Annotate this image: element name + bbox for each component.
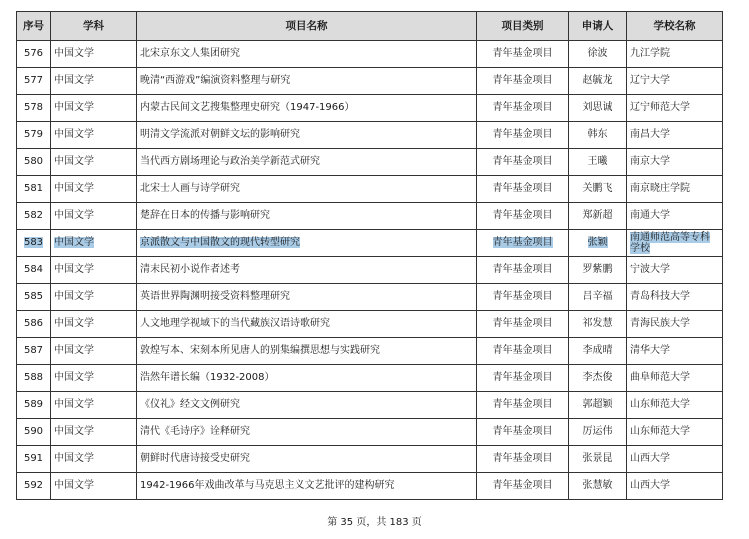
cell-applicant-text: 徐波 bbox=[587, 48, 608, 59]
cell-category bbox=[477, 392, 569, 419]
cell-title-text: 北宋京东文人集团研究 bbox=[140, 48, 240, 59]
cell-subject-text: 中国文学 bbox=[54, 210, 94, 221]
cell-subject-text: 中国文学 bbox=[54, 291, 94, 302]
cell-title bbox=[137, 41, 477, 68]
cell-applicant bbox=[569, 95, 627, 122]
cell-category-text: 青年基金项目 bbox=[492, 156, 553, 167]
cell-applicant-text: 张慧敏 bbox=[582, 480, 613, 491]
cell-subject-text: 中国文学 bbox=[54, 318, 94, 329]
cell-applicant bbox=[569, 392, 627, 419]
header-title: 项目名称 bbox=[137, 12, 477, 41]
cell-subject-text: 中国文学 bbox=[54, 426, 94, 437]
cell-subject-text: 中国文学 bbox=[54, 345, 94, 356]
cell-school-text: 九江学院 bbox=[630, 48, 670, 59]
cell-subject-text: 中国文学 bbox=[54, 372, 94, 383]
table-row bbox=[17, 122, 723, 149]
cell-category bbox=[477, 122, 569, 149]
cell-category-text: 青年基金项目 bbox=[492, 399, 553, 410]
cell-no bbox=[17, 284, 51, 311]
cell-title bbox=[137, 392, 477, 419]
table-row bbox=[17, 203, 723, 230]
cell-no-text: 576 bbox=[23, 48, 44, 59]
cell-category bbox=[477, 446, 569, 473]
cell-subject-text: 中国文学 bbox=[54, 264, 94, 275]
cell-applicant-text: 祁发慧 bbox=[582, 318, 613, 329]
cell-no-text: 582 bbox=[23, 210, 44, 221]
cell-no-text: 577 bbox=[23, 75, 44, 86]
cell-title bbox=[137, 149, 477, 176]
cell-title-text: 京派散文与中国散文的现代转型研究 bbox=[140, 237, 300, 248]
cell-school bbox=[627, 419, 723, 446]
cell-applicant bbox=[569, 473, 627, 500]
cell-category bbox=[477, 176, 569, 203]
cell-no bbox=[17, 419, 51, 446]
cell-school-text: 清华大学 bbox=[630, 345, 670, 356]
cell-category bbox=[477, 419, 569, 446]
cell-school bbox=[627, 203, 723, 230]
cell-school bbox=[627, 284, 723, 311]
cell-category bbox=[477, 338, 569, 365]
cell-no bbox=[17, 230, 51, 257]
cell-title-text: 北宋士人画与诗学研究 bbox=[140, 183, 240, 194]
cell-category bbox=[477, 41, 569, 68]
cell-applicant-text: 刘思诚 bbox=[582, 102, 613, 113]
cell-category-text: 青年基金项目 bbox=[492, 480, 553, 491]
cell-title bbox=[137, 419, 477, 446]
table-row bbox=[17, 68, 723, 95]
cell-title-text: 清代《毛诗序》诠释研究 bbox=[140, 426, 250, 437]
cell-applicant-text: 郑新超 bbox=[582, 210, 613, 221]
cell-title bbox=[137, 446, 477, 473]
cell-category-text: 青年基金项目 bbox=[492, 453, 553, 464]
cell-school-text: 山东师范大学 bbox=[630, 426, 690, 437]
cell-category-text: 青年基金项目 bbox=[492, 291, 553, 302]
header-school: 学校名称 bbox=[627, 12, 723, 41]
header-applicant: 申请人 bbox=[569, 12, 627, 41]
cell-applicant bbox=[569, 149, 627, 176]
cell-category-text: 青年基金项目 bbox=[492, 237, 553, 248]
cell-school bbox=[627, 149, 723, 176]
cell-school-text: 曲阜师范大学 bbox=[630, 372, 690, 383]
cell-no bbox=[17, 473, 51, 500]
cell-subject bbox=[51, 41, 137, 68]
cell-no-text: 592 bbox=[23, 480, 44, 491]
cell-title-text: 当代西方剧场理论与政治美学新范式研究 bbox=[140, 156, 320, 167]
cell-no-text: 579 bbox=[23, 129, 44, 140]
cell-applicant-text: 吕辛福 bbox=[582, 291, 613, 302]
cell-category-text: 青年基金项目 bbox=[492, 426, 553, 437]
table-header-row bbox=[17, 12, 723, 41]
cell-subject bbox=[51, 176, 137, 203]
cell-applicant bbox=[569, 446, 627, 473]
cell-title bbox=[137, 338, 477, 365]
table-row bbox=[17, 338, 723, 365]
cell-school-text: 青海民族大学 bbox=[630, 318, 690, 329]
cell-category bbox=[477, 257, 569, 284]
cell-no-text: 591 bbox=[23, 453, 44, 464]
table-row bbox=[17, 392, 723, 419]
cell-school-text: 南通大学 bbox=[630, 210, 670, 221]
cell-applicant-text: 罗紫鹏 bbox=[582, 264, 613, 275]
cell-applicant bbox=[569, 365, 627, 392]
cell-title bbox=[137, 257, 477, 284]
cell-subject bbox=[51, 95, 137, 122]
cell-no bbox=[17, 257, 51, 284]
cell-title-text: 人文地理学视域下的当代藏族汉语诗歌研究 bbox=[140, 318, 330, 329]
cell-no-text: 584 bbox=[23, 264, 44, 275]
cell-title bbox=[137, 122, 477, 149]
cell-subject bbox=[51, 257, 137, 284]
cell-title bbox=[137, 176, 477, 203]
cell-subject bbox=[51, 122, 137, 149]
cell-title-text: 英语世界陶渊明接受资料整理研究 bbox=[140, 291, 290, 302]
cell-category bbox=[477, 473, 569, 500]
cell-category-text: 青年基金项目 bbox=[492, 372, 553, 383]
cell-category-text: 青年基金项目 bbox=[492, 75, 553, 86]
header-subject: 学科 bbox=[51, 12, 137, 41]
table-row bbox=[17, 473, 723, 500]
cell-applicant-text: 关鹏飞 bbox=[582, 183, 613, 194]
cell-school-text: 宁波大学 bbox=[630, 264, 670, 275]
cell-applicant bbox=[569, 338, 627, 365]
cell-title bbox=[137, 365, 477, 392]
cell-applicant bbox=[569, 122, 627, 149]
cell-school-text: 青岛科技大学 bbox=[630, 291, 690, 302]
table-row bbox=[17, 95, 723, 122]
cell-applicant-text: 赵毓龙 bbox=[582, 75, 613, 86]
cell-title-text: 楚辞在日本的传播与影响研究 bbox=[140, 210, 270, 221]
cell-applicant-text: 厉运伟 bbox=[582, 426, 613, 437]
table-row bbox=[17, 365, 723, 392]
cell-subject bbox=[51, 203, 137, 230]
cell-applicant bbox=[569, 230, 627, 257]
cell-category bbox=[477, 365, 569, 392]
cell-subject bbox=[51, 68, 137, 95]
cell-title-text: 晚清“西游戏”编演资料整理与研究 bbox=[140, 75, 291, 86]
cell-title-text: 敦煌写本、宋刻本所见唐人的别集编撰思想与实践研究 bbox=[140, 345, 380, 356]
cell-subject bbox=[51, 338, 137, 365]
cell-school bbox=[627, 311, 723, 338]
cell-school bbox=[627, 122, 723, 149]
cell-applicant-text: 张景昆 bbox=[582, 453, 613, 464]
cell-subject-text: 中国文学 bbox=[54, 156, 94, 167]
cell-school-text: 山西大学 bbox=[630, 480, 670, 491]
cell-no-text: 590 bbox=[23, 426, 44, 437]
cell-applicant-text: 张颖 bbox=[587, 237, 608, 248]
table-row bbox=[17, 41, 723, 68]
cell-title-text: 朝鲜时代唐诗接受史研究 bbox=[140, 453, 250, 464]
cell-no-text: 588 bbox=[23, 372, 44, 383]
cell-category-text: 青年基金项目 bbox=[492, 102, 553, 113]
table-row bbox=[17, 311, 723, 338]
cell-title-text: 《仪礼》经文文例研究 bbox=[140, 399, 240, 410]
cell-title-text: 清末民初小说作者述考 bbox=[140, 264, 240, 275]
cell-applicant bbox=[569, 41, 627, 68]
cell-title bbox=[137, 230, 477, 257]
cell-subject-text: 中国文学 bbox=[54, 453, 94, 464]
project-table bbox=[16, 11, 723, 500]
cell-school bbox=[627, 446, 723, 473]
cell-subject bbox=[51, 149, 137, 176]
cell-applicant-text: 郭超颖 bbox=[582, 399, 613, 410]
table-row bbox=[17, 284, 723, 311]
cell-category-text: 青年基金项目 bbox=[492, 345, 553, 356]
cell-title bbox=[137, 473, 477, 500]
cell-school bbox=[627, 41, 723, 68]
cell-subject-text: 中国文学 bbox=[54, 102, 94, 113]
cell-no bbox=[17, 203, 51, 230]
cell-applicant-text: 王曦 bbox=[587, 156, 608, 167]
cell-subject bbox=[51, 473, 137, 500]
cell-subject-text: 中国文学 bbox=[54, 399, 94, 410]
cell-applicant bbox=[569, 419, 627, 446]
table-row bbox=[17, 446, 723, 473]
cell-no bbox=[17, 446, 51, 473]
cell-applicant-text: 李杰俊 bbox=[582, 372, 613, 383]
cell-subject bbox=[51, 311, 137, 338]
cell-subject-text: 中国文学 bbox=[54, 237, 94, 248]
cell-no bbox=[17, 122, 51, 149]
cell-no-text: 585 bbox=[23, 291, 44, 302]
cell-category bbox=[477, 230, 569, 257]
cell-no bbox=[17, 41, 51, 68]
cell-title-text: 内蒙古民间文艺搜集整理史研究（1947-1966） bbox=[140, 102, 355, 113]
cell-applicant bbox=[569, 257, 627, 284]
cell-no-text: 587 bbox=[23, 345, 44, 356]
header-no: 序号 bbox=[17, 12, 51, 41]
cell-school bbox=[627, 95, 723, 122]
cell-applicant bbox=[569, 311, 627, 338]
cell-subject-text: 中国文学 bbox=[54, 183, 94, 194]
cell-subject-text: 中国文学 bbox=[54, 480, 94, 491]
cell-no-text: 586 bbox=[23, 318, 44, 329]
cell-title-text: 1942-1966年戏曲改革与马克思主义文艺批评的建构研究 bbox=[140, 480, 395, 491]
cell-no bbox=[17, 311, 51, 338]
cell-school-text: 南通师范高等专科学校 bbox=[630, 232, 710, 254]
cell-school bbox=[627, 257, 723, 284]
cell-title bbox=[137, 311, 477, 338]
cell-applicant-text: 李成晴 bbox=[582, 345, 613, 356]
cell-no-text: 578 bbox=[23, 102, 44, 113]
cell-school bbox=[627, 473, 723, 500]
cell-no bbox=[17, 338, 51, 365]
table-row bbox=[17, 230, 723, 257]
cell-subject bbox=[51, 284, 137, 311]
cell-category-text: 青年基金项目 bbox=[492, 129, 553, 140]
page-footer: 第 35 页，共 183 页 bbox=[327, 517, 422, 528]
cell-no bbox=[17, 392, 51, 419]
cell-school bbox=[627, 230, 723, 257]
cell-title-text: 浩然年谱长编（1932-2008） bbox=[140, 372, 275, 383]
cell-subject-text: 中国文学 bbox=[54, 48, 94, 59]
cell-no-text: 581 bbox=[23, 183, 44, 194]
cell-applicant bbox=[569, 176, 627, 203]
cell-title-text: 明清文学流派对朝鲜文坛的影响研究 bbox=[140, 129, 300, 140]
cell-subject bbox=[51, 392, 137, 419]
cell-subject bbox=[51, 230, 137, 257]
cell-school-text: 山东师范大学 bbox=[630, 399, 690, 410]
cell-school-text: 南昌大学 bbox=[630, 129, 670, 140]
table-row bbox=[17, 419, 723, 446]
cell-school bbox=[627, 392, 723, 419]
cell-no-text: 580 bbox=[23, 156, 44, 167]
cell-subject bbox=[51, 365, 137, 392]
cell-school bbox=[627, 338, 723, 365]
cell-school bbox=[627, 176, 723, 203]
cell-no bbox=[17, 68, 51, 95]
cell-title bbox=[137, 284, 477, 311]
cell-no bbox=[17, 365, 51, 392]
cell-no-text: 583 bbox=[23, 237, 44, 248]
cell-subject bbox=[51, 419, 137, 446]
cell-school-text: 南京晓庄学院 bbox=[630, 183, 690, 194]
cell-category bbox=[477, 95, 569, 122]
cell-no bbox=[17, 95, 51, 122]
cell-title bbox=[137, 95, 477, 122]
cell-applicant bbox=[569, 68, 627, 95]
cell-category-text: 青年基金项目 bbox=[492, 48, 553, 59]
cell-applicant bbox=[569, 284, 627, 311]
cell-category bbox=[477, 203, 569, 230]
cell-category bbox=[477, 284, 569, 311]
cell-category-text: 青年基金项目 bbox=[492, 210, 553, 221]
cell-school-text: 南京大学 bbox=[630, 156, 670, 167]
cell-school-text: 辽宁师范大学 bbox=[630, 102, 690, 113]
cell-school-text: 辽宁大学 bbox=[630, 75, 670, 86]
cell-applicant-text: 韩东 bbox=[587, 129, 608, 140]
cell-subject-text: 中国文学 bbox=[54, 129, 94, 140]
table-row bbox=[17, 149, 723, 176]
cell-category bbox=[477, 311, 569, 338]
header-category: 项目类别 bbox=[477, 12, 569, 41]
cell-school bbox=[627, 365, 723, 392]
table-row bbox=[17, 176, 723, 203]
cell-category bbox=[477, 149, 569, 176]
cell-subject bbox=[51, 446, 137, 473]
cell-no-text: 589 bbox=[23, 399, 44, 410]
cell-applicant bbox=[569, 203, 627, 230]
cell-school-text: 山西大学 bbox=[630, 453, 670, 464]
cell-title bbox=[137, 68, 477, 95]
cell-category bbox=[477, 68, 569, 95]
cell-school bbox=[627, 68, 723, 95]
cell-title bbox=[137, 203, 477, 230]
cell-no bbox=[17, 176, 51, 203]
cell-category-text: 青年基金项目 bbox=[492, 183, 553, 194]
table-row bbox=[17, 257, 723, 284]
cell-subject-text: 中国文学 bbox=[54, 75, 94, 86]
cell-category-text: 青年基金项目 bbox=[492, 318, 553, 329]
cell-category-text: 青年基金项目 bbox=[492, 264, 553, 275]
cell-no bbox=[17, 149, 51, 176]
